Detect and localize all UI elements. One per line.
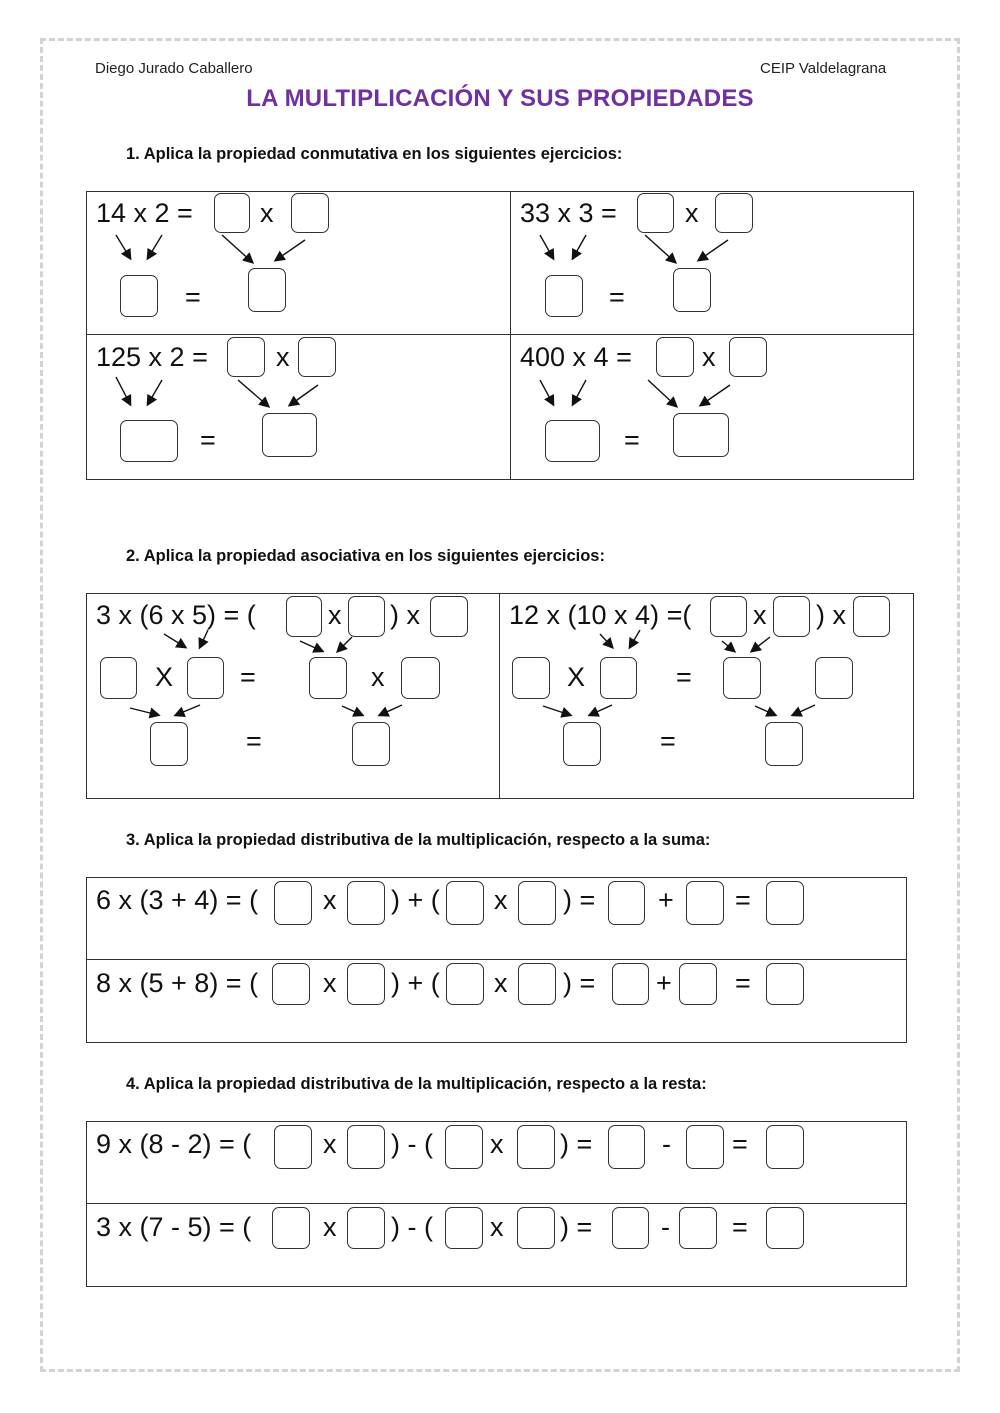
exercise-text: 8 x (5 + 8) = ( (96, 968, 259, 998)
exercise-text: 9 x (8 - 2) = ( (96, 1129, 252, 1159)
equals-symbol: = (185, 282, 201, 312)
exercise-text: 125 x 2 = (96, 342, 208, 372)
equals-symbol: = (735, 968, 751, 998)
exercise-text: 14 x 2 = (96, 198, 193, 228)
times-symbol: x (323, 968, 337, 998)
answer-box[interactable] (120, 420, 178, 462)
equals-symbol: = (240, 662, 256, 692)
answer-box[interactable] (766, 1207, 804, 1249)
answer-box[interactable] (608, 881, 645, 925)
answer-box[interactable] (446, 881, 484, 925)
answer-box[interactable] (348, 596, 385, 637)
equals-symbol: = (732, 1212, 748, 1242)
answer-box[interactable] (286, 596, 322, 637)
school-name: CEIP Valdelagrana (760, 60, 887, 77)
times-symbol: x (494, 968, 508, 998)
answer-box[interactable] (430, 596, 468, 637)
times-symbol: x (323, 1129, 337, 1159)
answer-box[interactable] (612, 1207, 649, 1249)
close-equals: ) = (560, 1129, 593, 1159)
equals-symbol: = (246, 726, 262, 756)
minus-symbol: - (662, 1129, 671, 1159)
close-equals: ) = (563, 968, 596, 998)
answer-box[interactable] (686, 881, 724, 925)
section-3-heading: 3. Aplica la propiedad distributiva de la multiplicación, respecto a la suma: (126, 831, 711, 849)
minus-join: ) - ( (391, 1129, 433, 1159)
answer-box[interactable] (637, 193, 674, 233)
section-4-heading: 4. Aplica la propiedad distributiva de la multiplicación, respecto a la resta: (126, 1075, 707, 1093)
answer-box[interactable] (347, 1207, 385, 1249)
author-name: Diego Jurado Caballero (95, 60, 253, 77)
answer-box[interactable] (100, 657, 137, 699)
answer-box[interactable] (686, 1125, 724, 1169)
exercise-text: 3 x (6 x 5) = ( (96, 600, 256, 630)
answer-box[interactable] (729, 337, 767, 377)
answer-box[interactable] (710, 596, 747, 637)
answer-box[interactable] (120, 275, 158, 317)
answer-box[interactable] (298, 337, 336, 377)
exercise-text: 6 x (3 + 4) = ( (96, 885, 259, 915)
answer-box[interactable] (445, 1207, 483, 1249)
plus-symbol: + (658, 885, 674, 915)
answer-box[interactable] (656, 337, 694, 377)
answer-box[interactable] (673, 268, 711, 312)
page-title: LA MULTIPLICACIÓN Y SUS PROPIEDADES (246, 85, 754, 112)
table-divider (86, 334, 914, 335)
close-equals: ) = (563, 885, 596, 915)
exercise-text: 12 x (10 x 4) =( (509, 600, 692, 630)
close-times-symbol: ) x (816, 600, 846, 630)
times-symbol: x (323, 885, 337, 915)
answer-box[interactable] (262, 413, 317, 457)
times-symbol: x (494, 885, 508, 915)
answer-box[interactable] (150, 722, 188, 766)
answer-box[interactable] (545, 275, 583, 317)
times-symbol: x (753, 600, 767, 630)
close-times-symbol: ) x (390, 600, 420, 630)
exercise-text: 3 x (7 - 5) = ( (96, 1212, 252, 1242)
answer-box[interactable] (187, 657, 224, 699)
times-symbol: x (328, 600, 342, 630)
answer-box[interactable] (291, 193, 329, 233)
plus-symbol: + (656, 968, 672, 998)
answer-box[interactable] (673, 413, 729, 457)
answer-box[interactable] (347, 963, 385, 1005)
answer-box[interactable] (352, 722, 390, 766)
answer-box[interactable] (227, 337, 265, 377)
answer-box[interactable] (853, 596, 890, 637)
section-1-heading: 1. Aplica la propiedad conmutativa en los siguientes ejercicios: (126, 145, 623, 163)
answer-box[interactable] (815, 657, 853, 699)
times-symbol: x (685, 198, 699, 228)
times-symbol: x (260, 198, 274, 228)
answer-box[interactable] (608, 1125, 645, 1169)
answer-box[interactable] (765, 722, 803, 766)
answer-box[interactable] (766, 881, 804, 925)
answer-box[interactable] (512, 657, 550, 699)
plus-join: ) + ( (391, 885, 440, 915)
answer-box[interactable] (518, 881, 556, 925)
section-2-heading: 2. Aplica la propiedad asociativa en los siguientes ejercicios: (126, 547, 605, 565)
answer-box[interactable] (274, 881, 312, 925)
equals-symbol: = (676, 662, 692, 692)
close-equals: ) = (560, 1212, 593, 1242)
answer-box[interactable] (347, 1125, 385, 1169)
table-divider (86, 959, 907, 960)
answer-box[interactable] (545, 420, 600, 462)
answer-box[interactable] (272, 963, 310, 1005)
answer-box[interactable] (272, 1207, 310, 1249)
answer-box[interactable] (723, 657, 761, 699)
plus-join: ) + ( (391, 968, 440, 998)
minus-join: ) - ( (391, 1212, 433, 1242)
answer-box[interactable] (679, 963, 717, 1005)
equals-symbol: = (660, 726, 676, 756)
times-symbol: X (155, 662, 174, 692)
answer-box[interactable] (563, 722, 601, 766)
answer-box[interactable] (517, 1125, 555, 1169)
answer-box[interactable] (773, 596, 810, 637)
answer-box[interactable] (766, 963, 804, 1005)
times-symbol: x (490, 1129, 504, 1159)
answer-box[interactable] (517, 1207, 555, 1249)
exercise-text: 33 x 3 = (520, 198, 617, 228)
exercise-text: 400 x 4 = (520, 342, 632, 372)
equals-symbol: = (609, 282, 625, 312)
equals-symbol: = (200, 425, 216, 455)
times-symbol: x (702, 342, 716, 372)
answer-box[interactable] (446, 963, 484, 1005)
answer-box[interactable] (766, 1125, 804, 1169)
answer-box[interactable] (347, 881, 385, 925)
answer-box[interactable] (248, 268, 286, 312)
answer-box[interactable] (401, 657, 440, 699)
times-symbol: x (323, 1212, 337, 1242)
answer-box[interactable] (445, 1125, 483, 1169)
times-symbol: x (276, 342, 290, 372)
answer-box[interactable] (309, 657, 347, 699)
table-divider (510, 191, 511, 480)
answer-box[interactable] (715, 193, 753, 233)
answer-box[interactable] (274, 1125, 312, 1169)
answer-box[interactable] (612, 963, 649, 1005)
answer-box[interactable] (679, 1207, 717, 1249)
times-symbol: x (490, 1212, 504, 1242)
answer-box[interactable] (600, 657, 637, 699)
table-divider (499, 593, 500, 799)
equals-symbol: = (624, 425, 640, 455)
equals-symbol: = (732, 1129, 748, 1159)
times-symbol: x (371, 662, 385, 692)
minus-symbol: - (661, 1212, 670, 1242)
times-symbol: X (567, 662, 586, 692)
answer-box[interactable] (214, 193, 250, 233)
equals-symbol: = (735, 885, 751, 915)
answer-box[interactable] (518, 963, 556, 1005)
table-divider (86, 1203, 907, 1204)
